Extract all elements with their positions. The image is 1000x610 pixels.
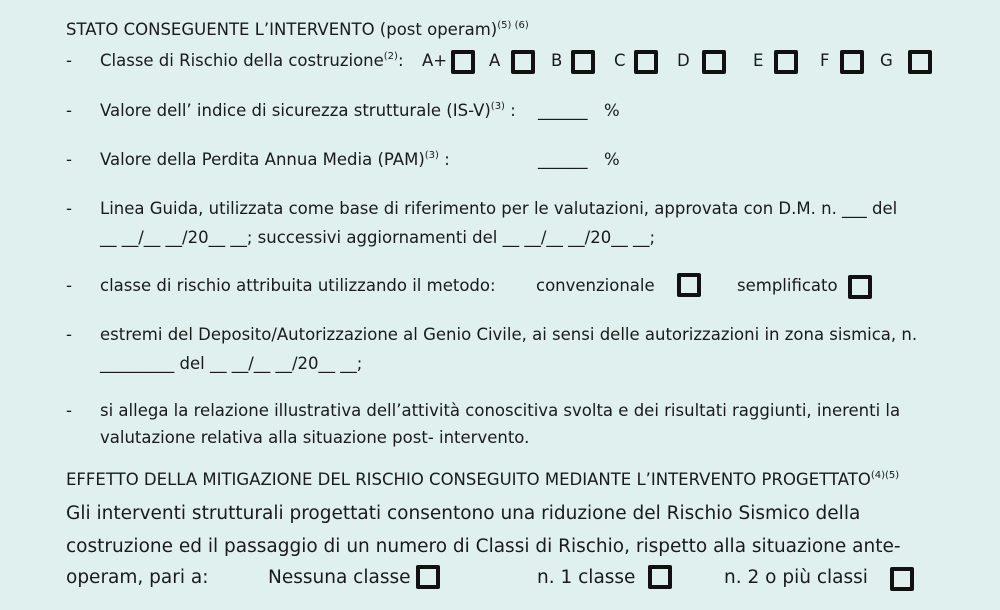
effect-line2: costruzione ed il passaggio di un numero di Classi di Rischio, rispetto alla situazione ante- xyxy=(66,536,901,557)
method-conventional-checkbox[interactable] xyxy=(677,273,701,297)
method-simplified-label: semplificato xyxy=(737,276,838,295)
risk-class-c-checkbox[interactable] xyxy=(634,50,658,74)
guideline-line1: Linea Guida, utilizzata come base di riferimento per le valutazioni, approvata con D.M. n. ___ del xyxy=(100,199,898,218)
pam-sup: (3) xyxy=(424,150,439,161)
effect-option-two-label: n. 2 o più classi xyxy=(724,567,868,588)
pam-unit: % xyxy=(604,150,620,169)
effect-option-one-checkbox[interactable] xyxy=(648,565,672,589)
risk-class-f-checkbox[interactable] xyxy=(840,50,864,74)
risk-class-label-a: A xyxy=(489,51,501,70)
risk-class-e-checkbox[interactable] xyxy=(774,50,798,74)
risk-class-label xyxy=(100,51,404,70)
effect-heading xyxy=(66,470,899,489)
risk-class-d-checkbox[interactable] xyxy=(702,50,726,74)
effect-line1: Gli interventi strutturali progettati consentono una riduzione del Rischio Sismico della xyxy=(66,503,861,524)
risk-class-b-checkbox[interactable] xyxy=(571,50,595,74)
post-operam-heading-sup: (5) (6) xyxy=(497,20,529,31)
effect-line3-prefix: operam, pari a: xyxy=(66,567,209,588)
pam-value-field[interactable]: ______ xyxy=(538,150,588,169)
risk-class-sup: (2) xyxy=(383,51,398,62)
risk-class-a-checkbox[interactable] xyxy=(511,50,535,74)
pam-label-text: Valore della Perdita Annua Media (PAM) xyxy=(100,150,425,169)
guideline-line2: __ __/__ __/20__ __; successivi aggiornamenti del __ __/__ __/20__ __; xyxy=(100,228,656,247)
isv-unit: % xyxy=(604,101,620,120)
effect-heading-text: EFFETTO DELLA MITIGAZIONE DEL RISCHIO CONSEGUITO MEDIANTE L’INTERVENTO PROGETTATO xyxy=(66,470,871,489)
effect-heading-sup: (4)(5) xyxy=(870,470,900,481)
risk-class-aplus-checkbox[interactable] xyxy=(451,50,475,74)
isv-suffix: : xyxy=(510,101,516,120)
pam-label xyxy=(100,150,450,169)
risk-class-label-f: F xyxy=(820,51,830,70)
bullet-dash: - xyxy=(66,401,72,420)
risk-class-label-aplus: A+ xyxy=(422,51,448,70)
report-line2: valutazione relativa alla situazione post- intervento. xyxy=(100,428,530,447)
isv-label-text: Valore dell’ indice di sicurezza strutturale (IS-V) xyxy=(100,101,491,120)
bullet-dash: - xyxy=(66,101,72,120)
pam-suffix: : xyxy=(444,150,450,169)
risk-class-label-e: E xyxy=(753,51,764,70)
effect-option-none-label: Nessuna classe xyxy=(268,567,411,588)
method-label: classe di rischio attribuita utilizzando il metodo: xyxy=(100,276,496,295)
risk-class-label-g: G xyxy=(880,51,893,70)
risk-class-g-checkbox[interactable] xyxy=(908,50,932,74)
deposit-line2: _________ del __ __/__ __/20__ __; xyxy=(100,354,363,373)
deposit-line1: estremi del Deposito/Autorizzazione al Genio Civile, ai sensi delle autorizzazioni in zona sismica, n. xyxy=(100,325,918,344)
bullet-dash: - xyxy=(66,150,72,169)
bullet-dash: - xyxy=(66,199,72,218)
bullet-dash: - xyxy=(66,51,72,70)
risk-class-label-d: D xyxy=(677,51,690,70)
effect-option-none-checkbox[interactable] xyxy=(416,565,440,589)
isv-sup: (3) xyxy=(490,101,505,112)
bullet-dash: - xyxy=(66,276,72,295)
risk-class-label-text: Classe di Rischio della costruzione xyxy=(100,51,384,70)
effect-option-two-checkbox[interactable] xyxy=(890,567,914,591)
post-operam-heading-text: STATO CONSEGUENTE L’INTERVENTO (post operam) xyxy=(66,20,498,39)
risk-class-suffix: : xyxy=(397,51,404,70)
isv-label xyxy=(100,101,516,120)
risk-class-label-b: B xyxy=(551,51,563,70)
risk-class-label-c: C xyxy=(614,51,626,70)
effect-option-one-label: n. 1 classe xyxy=(537,567,636,588)
report-line1: si allega la relazione illustrativa dell’attività conoscitiva svolta e dei risultati raggiunti, inerenti la xyxy=(100,401,901,420)
post-operam-heading xyxy=(66,20,529,39)
method-conventional-label: convenzionale xyxy=(536,276,655,295)
bullet-dash: - xyxy=(66,325,72,344)
method-simplified-checkbox[interactable] xyxy=(848,275,872,299)
isv-value-field[interactable]: ______ xyxy=(538,101,588,120)
